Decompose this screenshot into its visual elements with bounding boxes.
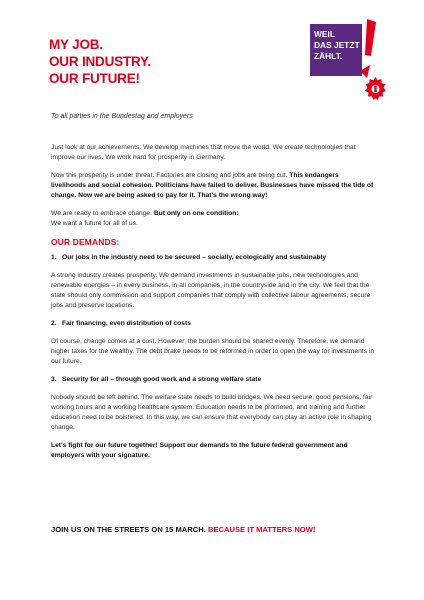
body-text — [51, 143, 375, 469]
demand-3-title — [51, 375, 375, 385]
headline — [49, 36, 151, 87]
demand-2-number: 2. — [51, 320, 57, 327]
logo-text — [314, 29, 360, 62]
campaign-logo — [307, 16, 387, 101]
demand-3-title-text: Security for all – through good work and a strong welfare state — [62, 376, 262, 383]
headline-line-1: MY JOB. — [49, 37, 103, 52]
demands-title: OUR DEMANDS: — [51, 237, 120, 247]
paragraph-2-bold: This endangers livelihoods and social cohesion. Politicians have failed to deliver. Businesses have missed the tide of change. Now we are being asked to pay for it. That's the wrong way! — [51, 172, 374, 199]
demand-1-title — [51, 253, 375, 263]
closing-appeal: Let's fight for our future together! Support our demands to the future federal government and employers with your signature. — [51, 442, 348, 459]
headline-line-3: OUR FUTURE! — [49, 71, 140, 86]
paragraph-3-plain: We are ready to embrace change. — [51, 210, 154, 217]
demand-3-text: Nobody should be left behind. The welfare state needs to build bridges. We need secure, good pensions, fair working hours and a working healthcare system. Education needs to be promoted, and training and further education need to be bolstered. In this way, we can ensure that everybody can play an active role in shaping change. — [51, 394, 373, 431]
logo-line-3: ZÄHLT. — [314, 51, 343, 61]
paragraph-3-plain-2: We want a future for all of us. — [51, 220, 138, 227]
demand-1-title-text: Our jobs in the industry need to be secured – socially, ecologically and sustainably — [62, 254, 327, 261]
ig-metall-emblem-icon — [364, 77, 387, 100]
paragraph-1: Just look at our achievements: We develop machines that move the world. We create technologies that improve our lives. We work hard for prosperity in Germany. — [51, 144, 356, 161]
headline-line-2: OUR INDUSTRY. — [49, 54, 151, 69]
cta-red: BECAUSE IT MATTERS NOW! — [207, 525, 316, 534]
cta-black: JOIN US ON THE STREETS ON 15 MARCH. — [51, 525, 208, 534]
logo-line-1: WEIL — [314, 29, 335, 39]
logo-line-2: DAS JETZT — [314, 40, 360, 50]
intro-line: To all parties in the Bundestag and employers — [51, 113, 193, 120]
demand-2-text: Of course, change comes at a cost. However, the burden should be shared evenly. Therefore, we demand higher taxes for the wealthy. The debt brake needs to be reformed in order to open the way for investments in our future. — [51, 338, 375, 365]
paragraph-3-bold: But only on one condition: — [153, 210, 239, 217]
demand-2-title — [51, 319, 375, 329]
demand-2-title-text: Fair financing, even distribution of costs — [62, 320, 191, 327]
demand-1-number: 1. — [51, 254, 57, 261]
call-to-action — [51, 525, 315, 534]
paragraph-2 — [51, 171, 375, 201]
paragraph-2-plain: Now this prosperity is under threat. Factories are closing and jobs are being cut. — [51, 172, 290, 179]
demand-1-text: A strong industry creates prosperity. We demand investments in sustainable jobs, new technologies and renewable energies – in every business, in all companies, in the countryside and in the city. We feel that the state should only commission and support companies that comply with collective labour agreements, secure jobs and preserve locations. — [51, 272, 371, 309]
demand-3-number: 3. — [51, 376, 57, 383]
paragraph-3 — [51, 209, 375, 229]
